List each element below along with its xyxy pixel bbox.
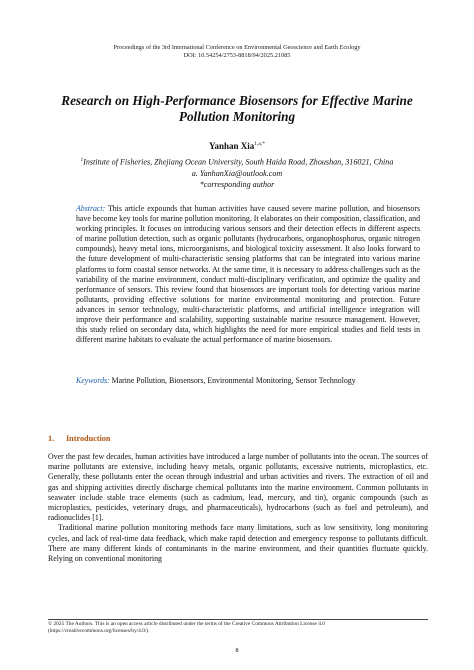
keywords-text: Marine Pollution, Biosensors, Environmental Monitoring, Sensor Technology	[111, 376, 356, 385]
introduction-body	[48, 452, 428, 564]
doi-line: DOI: 10.54254/2753-8818/94/2025.21085	[183, 52, 291, 59]
affiliation-institute-line	[30, 155, 444, 168]
keywords	[76, 376, 426, 386]
author-superscript: 1,a,*	[254, 141, 265, 147]
proceedings-title: Proceedings of the 3rd International Conference on Environmental Geoscience and Earth Ecology	[113, 44, 361, 51]
proceedings-header	[0, 44, 474, 60]
affiliation-institute: Institute of Fisheries, Zhejiang Ocean University, South Haida Road, Zhoushan, 316021, China	[83, 157, 394, 167]
author-email[interactable]: a. YanhanXia@outlook.com	[191, 168, 283, 178]
corresponding-author-note: *corresponding author	[199, 179, 275, 189]
license-line: © 2025 The Authors. This is an open access article distributed under the terms of the Creative Commons Attribution License 4.0	[48, 621, 325, 627]
author-name: Yanhan Xia	[209, 141, 255, 151]
license-url[interactable]: (https://creativecommons.org/licenses/by/4.0/).	[48, 628, 150, 634]
abstract	[76, 204, 420, 345]
section-heading-introduction	[48, 434, 428, 443]
affiliation-marker: 1	[80, 158, 84, 163]
paper-title: Research on High-Performance Biosensors for Effective Marine Pollution Monitoring	[61, 93, 413, 124]
page-number: 8	[235, 647, 239, 654]
section-title: Introduction	[66, 434, 111, 443]
paragraph: Over the past few decades, human activities have introduced a large number of pollutants into the ocean. The sources of marine pollutants are extensive, including heavy metals, organic pollutants, excessive nutrients, microplastics, etc. Generally, these pollutants enter the ocean through industrial and urban activities and rivers. The extraction of oil and gas and shipping activities directly discharge chemical pollutants into the marine environment. Common pollutants in seawater include stable trace elements (such as cadmium, lead, mercury, and tin), organic compounds (such as microplastics, pesticides, veterinary drugs, and pharmaceuticals), hydrocarbons (such as fuel and petroleum), and radionuclides [1].	[48, 452, 428, 523]
keywords-label: Keywords:	[76, 376, 110, 385]
abstract-text: This article expounds that human activities have caused severe marine pollution, and biosensors have become key tools for marine pollution monitoring. It elaborates on their composition, classification, and working principles. It focuses on introducing various sensors and their detection effects in different aspects of marine pollution detection, such as organic pollutants (hydrocarbons, organophosphorus, organic nitrogen compounds), heavy metal ions, microorganisms, and biological toxicity assessment. It also looks forward to the future development of multi-characteristic sensing platforms that can be integrated into various marine platforms to form coastal sensor networks. At the same time, it is necessary to address challenges such as the variability of the marine environment, conduct multi-disciplinary verification, and optimize the quality and performance of sensors. This review found that biosensors are important tools for detecting various marine pollutants, providing effective solutions for marine environmental monitoring and protection. Future advances in sensor technology, multi-characteristic platforms, and artificial intelligence integration will improve their performance and scalability, supporting sustainable marine resource management. However, this study relied on secondary data, which highlights the need for more empirical studies and field tests in different marine habitats to evaluate the actual performance of marine biosensors.	[76, 204, 420, 345]
affiliation-block	[30, 155, 444, 190]
author-line	[0, 141, 474, 151]
section-number: 1.	[48, 434, 55, 443]
paragraph: Traditional marine pollution monitoring methods face many limitations, such as low sensitivity, long monitoring cycles, and lack of real-time data feedback, which make rapid detection and emergency response to pollutants difficult. There are many different kinds of contaminants in the marine environment, and their quantities fluctuate quickly. Relying on conventional monitoring	[48, 523, 428, 564]
abstract-label: Abstract:	[76, 204, 106, 213]
license-note	[48, 621, 428, 635]
footer-divider	[48, 619, 428, 620]
